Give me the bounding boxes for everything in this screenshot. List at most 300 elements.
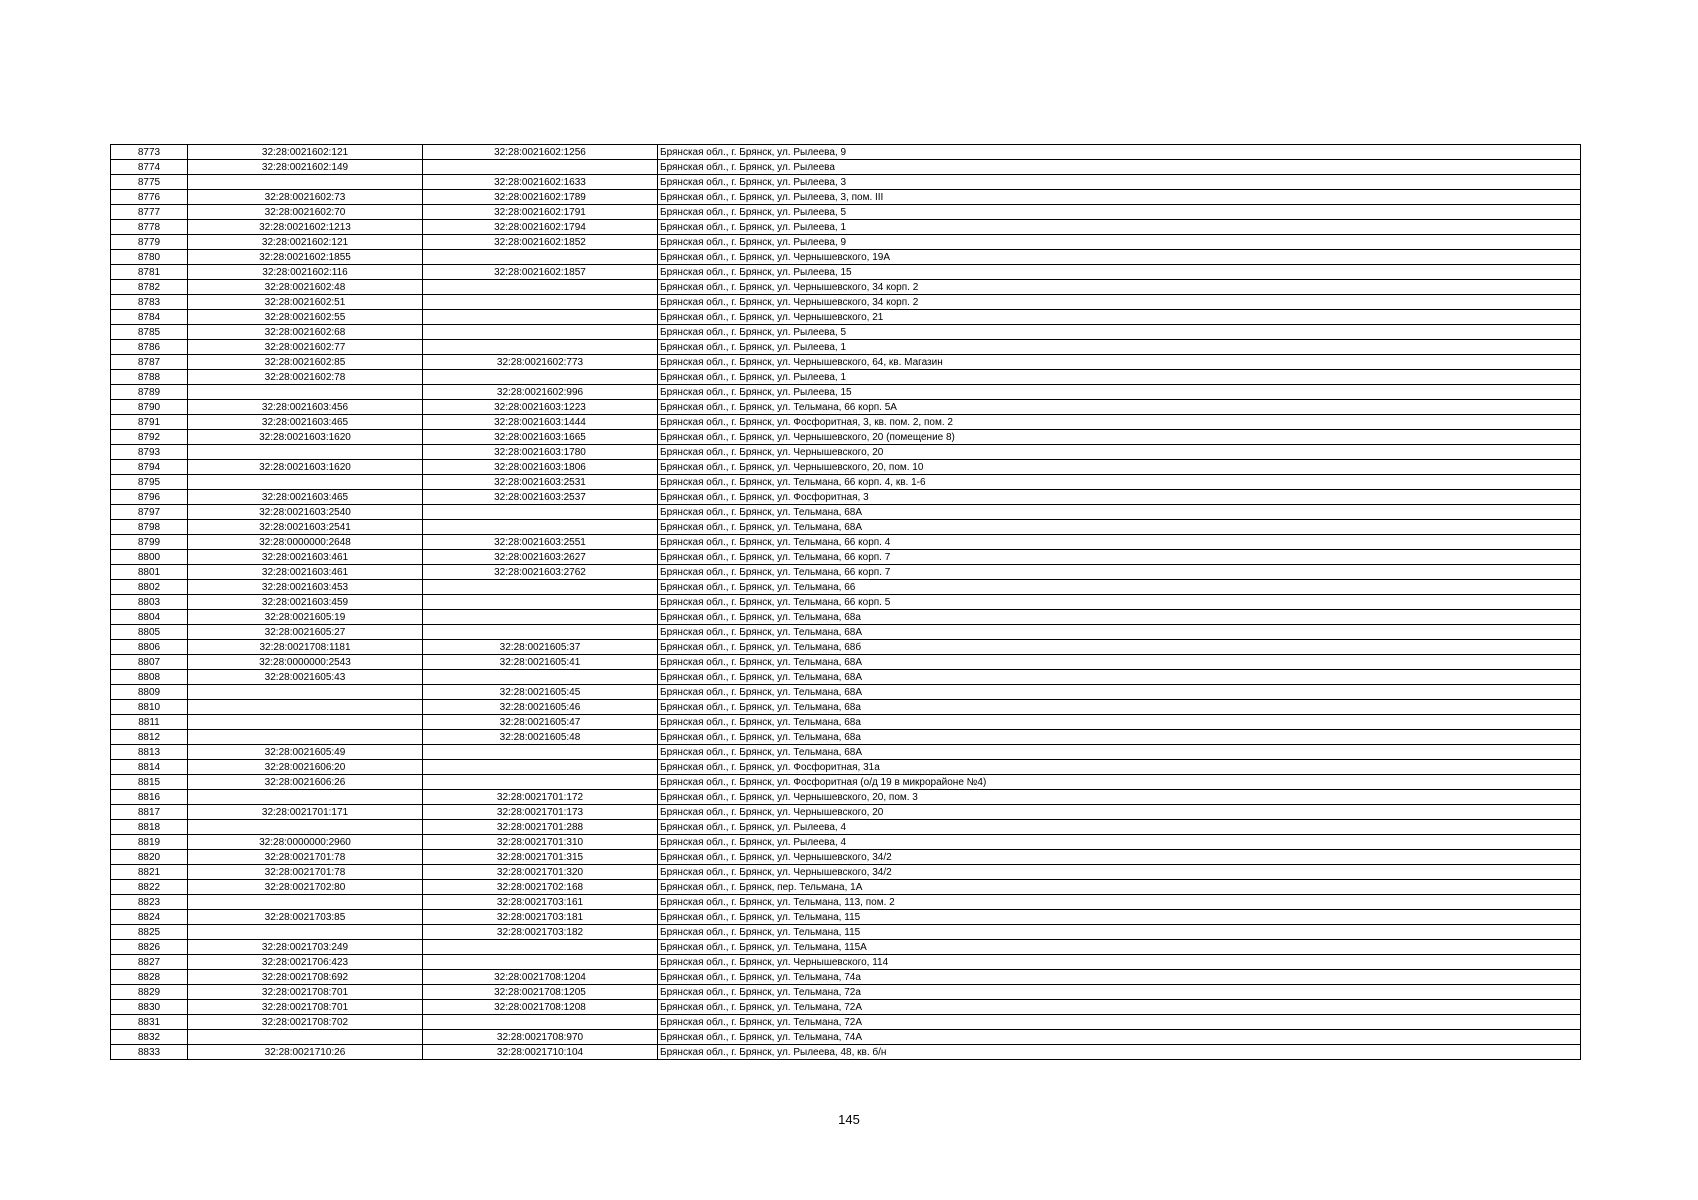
table-row bbox=[111, 685, 1581, 700]
table-row bbox=[111, 565, 1581, 580]
land-cadastral-number-cell: 32:28:0021701:171 bbox=[188, 805, 423, 820]
table-row bbox=[111, 310, 1581, 325]
table-row bbox=[111, 535, 1581, 550]
table-row bbox=[111, 955, 1581, 970]
object-cadastral-number-cell: 32:28:0021602:1791 bbox=[423, 205, 658, 220]
row-number-cell: 8786 bbox=[111, 340, 188, 355]
address-cell: Брянская обл., г. Брянск, ул. Тельмана, 68а bbox=[658, 715, 1581, 730]
row-number-cell: 8809 bbox=[111, 685, 188, 700]
object-cadastral-number-cell: 32:28:0021710:104 bbox=[423, 1045, 658, 1060]
register-table-body bbox=[111, 145, 1581, 1060]
table-row bbox=[111, 745, 1581, 760]
object-cadastral-number-cell: 32:28:0021703:181 bbox=[423, 910, 658, 925]
table-row bbox=[111, 940, 1581, 955]
table-row bbox=[111, 850, 1581, 865]
address-cell: Брянская обл., г. Брянск, ул. Чернышевского, 20, пом. 3 bbox=[658, 790, 1581, 805]
land-cadastral-number-cell: 32:28:0021701:78 bbox=[188, 865, 423, 880]
table-row bbox=[111, 985, 1581, 1000]
object-cadastral-number-cell: 32:28:0021605:41 bbox=[423, 655, 658, 670]
object-cadastral-number-cell bbox=[423, 670, 658, 685]
row-number-cell: 8801 bbox=[111, 565, 188, 580]
land-cadastral-number-cell: 32:28:0021606:20 bbox=[188, 760, 423, 775]
row-number-cell: 8816 bbox=[111, 790, 188, 805]
row-number-cell: 8791 bbox=[111, 415, 188, 430]
table-row bbox=[111, 490, 1581, 505]
land-cadastral-number-cell: 32:28:0000000:2543 bbox=[188, 655, 423, 670]
row-number-cell: 8810 bbox=[111, 700, 188, 715]
object-cadastral-number-cell: 32:28:0021703:161 bbox=[423, 895, 658, 910]
row-number-cell: 8821 bbox=[111, 865, 188, 880]
address-cell: Брянская обл., г. Брянск, ул. Тельмана, 68а bbox=[658, 700, 1581, 715]
table-row bbox=[111, 520, 1581, 535]
land-cadastral-number-cell: 32:28:0021605:43 bbox=[188, 670, 423, 685]
row-number-cell: 8785 bbox=[111, 325, 188, 340]
table-row bbox=[111, 190, 1581, 205]
address-cell: Брянская обл., г. Брянск, ул. Рылеева, 4 bbox=[658, 835, 1581, 850]
row-number-cell: 8796 bbox=[111, 490, 188, 505]
land-cadastral-number-cell bbox=[188, 895, 423, 910]
object-cadastral-number-cell: 32:28:0021708:970 bbox=[423, 1030, 658, 1045]
table-row bbox=[111, 775, 1581, 790]
address-cell: Брянская обл., г. Брянск, ул. Рылеева, 4 bbox=[658, 820, 1581, 835]
address-cell: Брянская обл., г. Брянск, ул. Чернышевского, 34/2 bbox=[658, 850, 1581, 865]
object-cadastral-number-cell: 32:28:0021603:1806 bbox=[423, 460, 658, 475]
table-row bbox=[111, 580, 1581, 595]
table-row bbox=[111, 865, 1581, 880]
object-cadastral-number-cell: 32:28:0021701:320 bbox=[423, 865, 658, 880]
object-cadastral-number-cell: 32:28:0021708:1208 bbox=[423, 1000, 658, 1015]
row-number-cell: 8787 bbox=[111, 355, 188, 370]
address-cell: Брянская обл., г. Брянск, ул. Фосфоритная, 3, кв. пом. 2, пом. 2 bbox=[658, 415, 1581, 430]
row-number-cell: 8822 bbox=[111, 880, 188, 895]
row-number-cell: 8831 bbox=[111, 1015, 188, 1030]
land-cadastral-number-cell bbox=[188, 685, 423, 700]
address-cell: Брянская обл., г. Брянск, ул. Фосфоритная, 3 bbox=[658, 490, 1581, 505]
land-cadastral-number-cell bbox=[188, 820, 423, 835]
row-number-cell: 8783 bbox=[111, 295, 188, 310]
row-number-cell: 8826 bbox=[111, 940, 188, 955]
table-row bbox=[111, 160, 1581, 175]
land-cadastral-number-cell: 32:28:0021708:692 bbox=[188, 970, 423, 985]
object-cadastral-number-cell: 32:28:0021602:1256 bbox=[423, 145, 658, 160]
address-cell: Брянская обл., г. Брянск, ул. Рылеева, 5 bbox=[658, 325, 1581, 340]
land-cadastral-number-cell: 32:28:0021602:68 bbox=[188, 325, 423, 340]
land-cadastral-number-cell: 32:28:0021602:121 bbox=[188, 235, 423, 250]
address-cell: Брянская обл., г. Брянск, ул. Чернышевского, 34 корп. 2 bbox=[658, 280, 1581, 295]
table-row bbox=[111, 880, 1581, 895]
address-cell: Брянская обл., г. Брянск, ул. Тельмана, 74А bbox=[658, 1030, 1581, 1045]
row-number-cell: 8799 bbox=[111, 535, 188, 550]
row-number-cell: 8818 bbox=[111, 820, 188, 835]
table-row bbox=[111, 145, 1581, 160]
object-cadastral-number-cell: 32:28:0021701:310 bbox=[423, 835, 658, 850]
address-cell: Брянская обл., г. Брянск, ул. Фосфоритная, 31а bbox=[658, 760, 1581, 775]
table-row bbox=[111, 805, 1581, 820]
address-cell: Брянская обл., г. Брянск, ул. Тельмана, 68А bbox=[658, 505, 1581, 520]
address-cell: Брянская обл., г. Брянск, ул. Фосфоритная (о/д 19 в микрорайоне №4) bbox=[658, 775, 1581, 790]
table-row bbox=[111, 970, 1581, 985]
row-number-cell: 8789 bbox=[111, 385, 188, 400]
land-cadastral-number-cell bbox=[188, 700, 423, 715]
object-cadastral-number-cell: 32:28:0021602:1857 bbox=[423, 265, 658, 280]
address-cell: Брянская обл., г. Брянск, ул. Тельмана, 72а bbox=[658, 985, 1581, 1000]
table-row bbox=[111, 250, 1581, 265]
object-cadastral-number-cell: 32:28:0021701:288 bbox=[423, 820, 658, 835]
address-cell: Брянская обл., г. Брянск, ул. Тельмана, 113, пом. 2 bbox=[658, 895, 1581, 910]
land-cadastral-number-cell: 32:28:0021605:49 bbox=[188, 745, 423, 760]
row-number-cell: 8793 bbox=[111, 445, 188, 460]
table-row bbox=[111, 730, 1581, 745]
object-cadastral-number-cell bbox=[423, 745, 658, 760]
land-cadastral-number-cell: 32:28:0021702:80 bbox=[188, 880, 423, 895]
register-table bbox=[110, 144, 1581, 1060]
land-cadastral-number-cell: 32:28:0021603:1620 bbox=[188, 430, 423, 445]
table-row bbox=[111, 175, 1581, 190]
address-cell: Брянская обл., г. Брянск, ул. Чернышевского, 64, кв. Магазин bbox=[658, 355, 1581, 370]
table-row bbox=[111, 625, 1581, 640]
address-cell: Брянская обл., г. Брянск, ул. Рылеева, 3 bbox=[658, 175, 1581, 190]
object-cadastral-number-cell: 32:28:0021605:47 bbox=[423, 715, 658, 730]
table-row bbox=[111, 835, 1581, 850]
address-cell: Брянская обл., г. Брянск, ул. Тельмана, 66 корп. 7 bbox=[658, 565, 1581, 580]
land-cadastral-number-cell: 32:28:0021605:19 bbox=[188, 610, 423, 625]
address-cell: Брянская обл., г. Брянск, ул. Рылеева, 1 bbox=[658, 370, 1581, 385]
table-row bbox=[111, 460, 1581, 475]
row-number-cell: 8775 bbox=[111, 175, 188, 190]
row-number-cell: 8812 bbox=[111, 730, 188, 745]
land-cadastral-number-cell: 32:28:0021603:465 bbox=[188, 415, 423, 430]
table-row bbox=[111, 790, 1581, 805]
land-cadastral-number-cell: 32:28:0021602:48 bbox=[188, 280, 423, 295]
land-cadastral-number-cell: 32:28:0000000:2648 bbox=[188, 535, 423, 550]
row-number-cell: 8790 bbox=[111, 400, 188, 415]
object-cadastral-number-cell bbox=[423, 310, 658, 325]
address-cell: Брянская обл., г. Брянск, ул. Тельмана, 68А bbox=[658, 670, 1581, 685]
land-cadastral-number-cell bbox=[188, 475, 423, 490]
address-cell: Брянская обл., г. Брянск, ул. Тельмана, 68А bbox=[658, 745, 1581, 760]
land-cadastral-number-cell: 32:28:0021603:1620 bbox=[188, 460, 423, 475]
table-row bbox=[111, 595, 1581, 610]
object-cadastral-number-cell: 32:28:0021708:1204 bbox=[423, 970, 658, 985]
object-cadastral-number-cell bbox=[423, 325, 658, 340]
table-row bbox=[111, 670, 1581, 685]
object-cadastral-number-cell: 32:28:0021701:315 bbox=[423, 850, 658, 865]
table-row bbox=[111, 1015, 1581, 1030]
address-cell: Брянская обл., г. Брянск, ул. Чернышевского, 20 bbox=[658, 805, 1581, 820]
row-number-cell: 8782 bbox=[111, 280, 188, 295]
object-cadastral-number-cell: 32:28:0021603:2627 bbox=[423, 550, 658, 565]
land-cadastral-number-cell bbox=[188, 790, 423, 805]
address-cell: Брянская обл., г. Брянск, ул. Тельмана, 68б bbox=[658, 640, 1581, 655]
object-cadastral-number-cell bbox=[423, 340, 658, 355]
row-number-cell: 8819 bbox=[111, 835, 188, 850]
object-cadastral-number-cell: 32:28:0021603:2537 bbox=[423, 490, 658, 505]
land-cadastral-number-cell: 32:28:0021606:26 bbox=[188, 775, 423, 790]
object-cadastral-number-cell bbox=[423, 160, 658, 175]
land-cadastral-number-cell: 32:28:0021703:85 bbox=[188, 910, 423, 925]
object-cadastral-number-cell: 32:28:0021603:2531 bbox=[423, 475, 658, 490]
land-cadastral-number-cell: 32:28:0021602:149 bbox=[188, 160, 423, 175]
address-cell: Брянская обл., г. Брянск, ул. Тельмана, 74а bbox=[658, 970, 1581, 985]
land-cadastral-number-cell: 32:28:0021602:70 bbox=[188, 205, 423, 220]
land-cadastral-number-cell: 32:28:0021602:121 bbox=[188, 145, 423, 160]
address-cell: Брянская обл., г. Брянск, ул. Чернышевского, 20, пом. 10 bbox=[658, 460, 1581, 475]
land-cadastral-number-cell bbox=[188, 1030, 423, 1045]
land-cadastral-number-cell: 32:28:0021602:1855 bbox=[188, 250, 423, 265]
land-cadastral-number-cell: 32:28:0021602:73 bbox=[188, 190, 423, 205]
land-cadastral-number-cell: 32:28:0021602:78 bbox=[188, 370, 423, 385]
object-cadastral-number-cell bbox=[423, 505, 658, 520]
row-number-cell: 8780 bbox=[111, 250, 188, 265]
row-number-cell: 8778 bbox=[111, 220, 188, 235]
table-row bbox=[111, 1045, 1581, 1060]
address-cell: Брянская обл., г. Брянск, ул. Тельмана, 115 bbox=[658, 925, 1581, 940]
row-number-cell: 8815 bbox=[111, 775, 188, 790]
row-number-cell: 8776 bbox=[111, 190, 188, 205]
object-cadastral-number-cell: 32:28:0021602:1852 bbox=[423, 235, 658, 250]
land-cadastral-number-cell: 32:28:0021602:1213 bbox=[188, 220, 423, 235]
row-number-cell: 8795 bbox=[111, 475, 188, 490]
row-number-cell: 8774 bbox=[111, 160, 188, 175]
table-row bbox=[111, 280, 1581, 295]
object-cadastral-number-cell: 32:28:0021605:37 bbox=[423, 640, 658, 655]
object-cadastral-number-cell bbox=[423, 370, 658, 385]
row-number-cell: 8781 bbox=[111, 265, 188, 280]
object-cadastral-number-cell bbox=[423, 775, 658, 790]
land-cadastral-number-cell: 32:28:0021708:701 bbox=[188, 1000, 423, 1015]
row-number-cell: 8827 bbox=[111, 955, 188, 970]
land-cadastral-number-cell: 32:28:0021602:85 bbox=[188, 355, 423, 370]
table-row bbox=[111, 895, 1581, 910]
land-cadastral-number-cell: 32:28:0021603:456 bbox=[188, 400, 423, 415]
object-cadastral-number-cell bbox=[423, 520, 658, 535]
address-cell: Брянская обл., г. Брянск, ул. Чернышевского, 19А bbox=[658, 250, 1581, 265]
row-number-cell: 8832 bbox=[111, 1030, 188, 1045]
row-number-cell: 8814 bbox=[111, 760, 188, 775]
address-cell: Брянская обл., г. Брянск, ул. Рылеева, 5 bbox=[658, 205, 1581, 220]
address-cell: Брянская обл., г. Брянск, ул. Тельмана, 66 корп. 4, кв. 1-6 bbox=[658, 475, 1581, 490]
row-number-cell: 8792 bbox=[111, 430, 188, 445]
land-cadastral-number-cell: 32:28:0021710:26 bbox=[188, 1045, 423, 1060]
row-number-cell: 8805 bbox=[111, 625, 188, 640]
address-cell: Брянская обл., г. Брянск, ул. Тельмана, 66 bbox=[658, 580, 1581, 595]
object-cadastral-number-cell: 32:28:0021701:173 bbox=[423, 805, 658, 820]
land-cadastral-number-cell: 32:28:0021708:1181 bbox=[188, 640, 423, 655]
land-cadastral-number-cell: 32:28:0021602:116 bbox=[188, 265, 423, 280]
table-row bbox=[111, 640, 1581, 655]
land-cadastral-number-cell: 32:28:0021603:459 bbox=[188, 595, 423, 610]
address-cell: Брянская обл., г. Брянск, ул. Рылеева, 15 bbox=[658, 385, 1581, 400]
address-cell: Брянская обл., г. Брянск, ул. Тельмана, 115А bbox=[658, 940, 1581, 955]
table-row bbox=[111, 430, 1581, 445]
object-cadastral-number-cell: 32:28:0021703:182 bbox=[423, 925, 658, 940]
row-number-cell: 8807 bbox=[111, 655, 188, 670]
object-cadastral-number-cell: 32:28:0021603:1780 bbox=[423, 445, 658, 460]
table-row bbox=[111, 445, 1581, 460]
row-number-cell: 8798 bbox=[111, 520, 188, 535]
address-cell: Брянская обл., г. Брянск, ул. Тельмана, 66 корп. 7 bbox=[658, 550, 1581, 565]
table-row bbox=[111, 205, 1581, 220]
table-row bbox=[111, 385, 1581, 400]
row-number-cell: 8794 bbox=[111, 460, 188, 475]
land-cadastral-number-cell bbox=[188, 175, 423, 190]
address-cell: Брянская обл., г. Брянск, ул. Тельмана, 72А bbox=[658, 1000, 1581, 1015]
row-number-cell: 8800 bbox=[111, 550, 188, 565]
row-number-cell: 8808 bbox=[111, 670, 188, 685]
object-cadastral-number-cell: 32:28:0021602:996 bbox=[423, 385, 658, 400]
row-number-cell: 8779 bbox=[111, 235, 188, 250]
address-cell: Брянская обл., г. Брянск, ул. Тельмана, 115 bbox=[658, 910, 1581, 925]
row-number-cell: 8784 bbox=[111, 310, 188, 325]
land-cadastral-number-cell: 32:28:0021703:249 bbox=[188, 940, 423, 955]
table-row bbox=[111, 325, 1581, 340]
table-row bbox=[111, 475, 1581, 490]
address-cell: Брянская обл., г. Брянск, ул. Чернышевского, 34/2 bbox=[658, 865, 1581, 880]
object-cadastral-number-cell: 32:28:0021603:1444 bbox=[423, 415, 658, 430]
land-cadastral-number-cell: 32:28:0000000:2960 bbox=[188, 835, 423, 850]
row-number-cell: 8813 bbox=[111, 745, 188, 760]
address-cell: Брянская обл., г. Брянск, ул. Тельмана, 68а bbox=[658, 610, 1581, 625]
land-cadastral-number-cell: 32:28:0021706:423 bbox=[188, 955, 423, 970]
row-number-cell: 8825 bbox=[111, 925, 188, 940]
row-number-cell: 8804 bbox=[111, 610, 188, 625]
address-cell: Брянская обл., г. Брянск, ул. Тельмана, 68А bbox=[658, 625, 1581, 640]
address-cell: Брянская обл., г. Брянск, ул. Рылеева, 3, пом. III bbox=[658, 190, 1581, 205]
table-row bbox=[111, 760, 1581, 775]
table-row bbox=[111, 235, 1581, 250]
row-number-cell: 8824 bbox=[111, 910, 188, 925]
land-cadastral-number-cell bbox=[188, 715, 423, 730]
land-cadastral-number-cell bbox=[188, 925, 423, 940]
object-cadastral-number-cell bbox=[423, 280, 658, 295]
table-row bbox=[111, 700, 1581, 715]
object-cadastral-number-cell: 32:28:0021603:2762 bbox=[423, 565, 658, 580]
table-row bbox=[111, 910, 1581, 925]
table-row bbox=[111, 355, 1581, 370]
row-number-cell: 8828 bbox=[111, 970, 188, 985]
row-number-cell: 8797 bbox=[111, 505, 188, 520]
object-cadastral-number-cell: 32:28:0021605:48 bbox=[423, 730, 658, 745]
object-cadastral-number-cell bbox=[423, 955, 658, 970]
land-cadastral-number-cell: 32:28:0021602:55 bbox=[188, 310, 423, 325]
object-cadastral-number-cell bbox=[423, 580, 658, 595]
object-cadastral-number-cell bbox=[423, 760, 658, 775]
land-cadastral-number-cell: 32:28:0021603:2540 bbox=[188, 505, 423, 520]
row-number-cell: 8806 bbox=[111, 640, 188, 655]
land-cadastral-number-cell bbox=[188, 445, 423, 460]
address-cell: Брянская обл., г. Брянск, ул. Чернышевского, 21 bbox=[658, 310, 1581, 325]
land-cadastral-number-cell: 32:28:0021708:702 bbox=[188, 1015, 423, 1030]
object-cadastral-number-cell bbox=[423, 595, 658, 610]
address-cell: Брянская обл., г. Брянск, ул. Рылеева bbox=[658, 160, 1581, 175]
table-row bbox=[111, 400, 1581, 415]
object-cadastral-number-cell: 32:28:0021603:1665 bbox=[423, 430, 658, 445]
address-cell: Брянская обл., г. Брянск, ул. Рылеева, 15 bbox=[658, 265, 1581, 280]
object-cadastral-number-cell bbox=[423, 250, 658, 265]
object-cadastral-number-cell: 32:28:0021603:2551 bbox=[423, 535, 658, 550]
land-cadastral-number-cell: 32:28:0021603:453 bbox=[188, 580, 423, 595]
row-number-cell: 8803 bbox=[111, 595, 188, 610]
address-cell: Брянская обл., г. Брянск, ул. Чернышевского, 114 bbox=[658, 955, 1581, 970]
table-row bbox=[111, 340, 1581, 355]
object-cadastral-number-cell: 32:28:0021602:1794 bbox=[423, 220, 658, 235]
table-row bbox=[111, 715, 1581, 730]
land-cadastral-number-cell: 32:28:0021602:51 bbox=[188, 295, 423, 310]
address-cell: Брянская обл., г. Брянск, ул. Тельмана, 66 корп. 5А bbox=[658, 400, 1581, 415]
address-cell: Брянская обл., г. Брянск, ул. Рылеева, 9 bbox=[658, 145, 1581, 160]
object-cadastral-number-cell bbox=[423, 1015, 658, 1030]
row-number-cell: 8811 bbox=[111, 715, 188, 730]
row-number-cell: 8820 bbox=[111, 850, 188, 865]
object-cadastral-number-cell: 32:28:0021605:46 bbox=[423, 700, 658, 715]
object-cadastral-number-cell: 32:28:0021602:1633 bbox=[423, 175, 658, 190]
address-cell: Брянская обл., г. Брянск, ул. Тельмана, 68А bbox=[658, 520, 1581, 535]
object-cadastral-number-cell: 32:28:0021605:45 bbox=[423, 685, 658, 700]
table-row bbox=[111, 1030, 1581, 1045]
table-row bbox=[111, 220, 1581, 235]
table-row bbox=[111, 655, 1581, 670]
row-number-cell: 8829 bbox=[111, 985, 188, 1000]
table-row bbox=[111, 265, 1581, 280]
address-cell: Брянская обл., г. Брянск, ул. Чернышевского, 20 (помещение 8) bbox=[658, 430, 1581, 445]
land-cadastral-number-cell bbox=[188, 385, 423, 400]
land-cadastral-number-cell: 32:28:0021603:465 bbox=[188, 490, 423, 505]
table-row bbox=[111, 505, 1581, 520]
page-number: 145 bbox=[838, 1112, 860, 1127]
object-cadastral-number-cell bbox=[423, 940, 658, 955]
row-number-cell: 8802 bbox=[111, 580, 188, 595]
land-cadastral-number-cell: 32:28:0021602:77 bbox=[188, 340, 423, 355]
table-row bbox=[111, 295, 1581, 310]
row-number-cell: 8788 bbox=[111, 370, 188, 385]
address-cell: Брянская обл., г. Брянск, ул. Чернышевского, 20 bbox=[658, 445, 1581, 460]
land-cadastral-number-cell: 32:28:0021605:27 bbox=[188, 625, 423, 640]
object-cadastral-number-cell: 32:28:0021708:1205 bbox=[423, 985, 658, 1000]
address-cell: Брянская обл., г. Брянск, ул. Тельмана, 72А bbox=[658, 1015, 1581, 1030]
table-row bbox=[111, 370, 1581, 385]
land-cadastral-number-cell: 32:28:0021603:461 bbox=[188, 565, 423, 580]
address-cell: Брянская обл., г. Брянск, ул. Рылеева, 1 bbox=[658, 340, 1581, 355]
address-cell: Брянская обл., г. Брянск, ул. Рылеева, 48, кв. б/н bbox=[658, 1045, 1581, 1060]
address-cell: Брянская обл., г. Брянск, ул. Тельмана, 66 корп. 5 bbox=[658, 595, 1581, 610]
object-cadastral-number-cell bbox=[423, 625, 658, 640]
address-cell: Брянская обл., г. Брянск, ул. Тельмана, 68А bbox=[658, 655, 1581, 670]
table-row bbox=[111, 925, 1581, 940]
object-cadastral-number-cell: 32:28:0021603:1223 bbox=[423, 400, 658, 415]
table-row bbox=[111, 610, 1581, 625]
row-number-cell: 8773 bbox=[111, 145, 188, 160]
row-number-cell: 8777 bbox=[111, 205, 188, 220]
object-cadastral-number-cell: 32:28:0021702:168 bbox=[423, 880, 658, 895]
table-row bbox=[111, 550, 1581, 565]
object-cadastral-number-cell: 32:28:0021701:172 bbox=[423, 790, 658, 805]
object-cadastral-number-cell bbox=[423, 295, 658, 310]
table-row bbox=[111, 820, 1581, 835]
address-cell: Брянская обл., г. Брянск, ул. Чернышевского, 34 корп. 2 bbox=[658, 295, 1581, 310]
land-cadastral-number-cell bbox=[188, 730, 423, 745]
object-cadastral-number-cell: 32:28:0021602:1789 bbox=[423, 190, 658, 205]
address-cell: Брянская обл., г. Брянск, ул. Тельмана, 68а bbox=[658, 730, 1581, 745]
table-row bbox=[111, 1000, 1581, 1015]
object-cadastral-number-cell bbox=[423, 610, 658, 625]
land-cadastral-number-cell: 32:28:0021708:701 bbox=[188, 985, 423, 1000]
row-number-cell: 8823 bbox=[111, 895, 188, 910]
object-cadastral-number-cell: 32:28:0021602:773 bbox=[423, 355, 658, 370]
row-number-cell: 8817 bbox=[111, 805, 188, 820]
land-cadastral-number-cell: 32:28:0021603:2541 bbox=[188, 520, 423, 535]
address-cell: Брянская обл., г. Брянск, ул. Тельмана, 66 корп. 4 bbox=[658, 535, 1581, 550]
land-cadastral-number-cell: 32:28:0021701:78 bbox=[188, 850, 423, 865]
